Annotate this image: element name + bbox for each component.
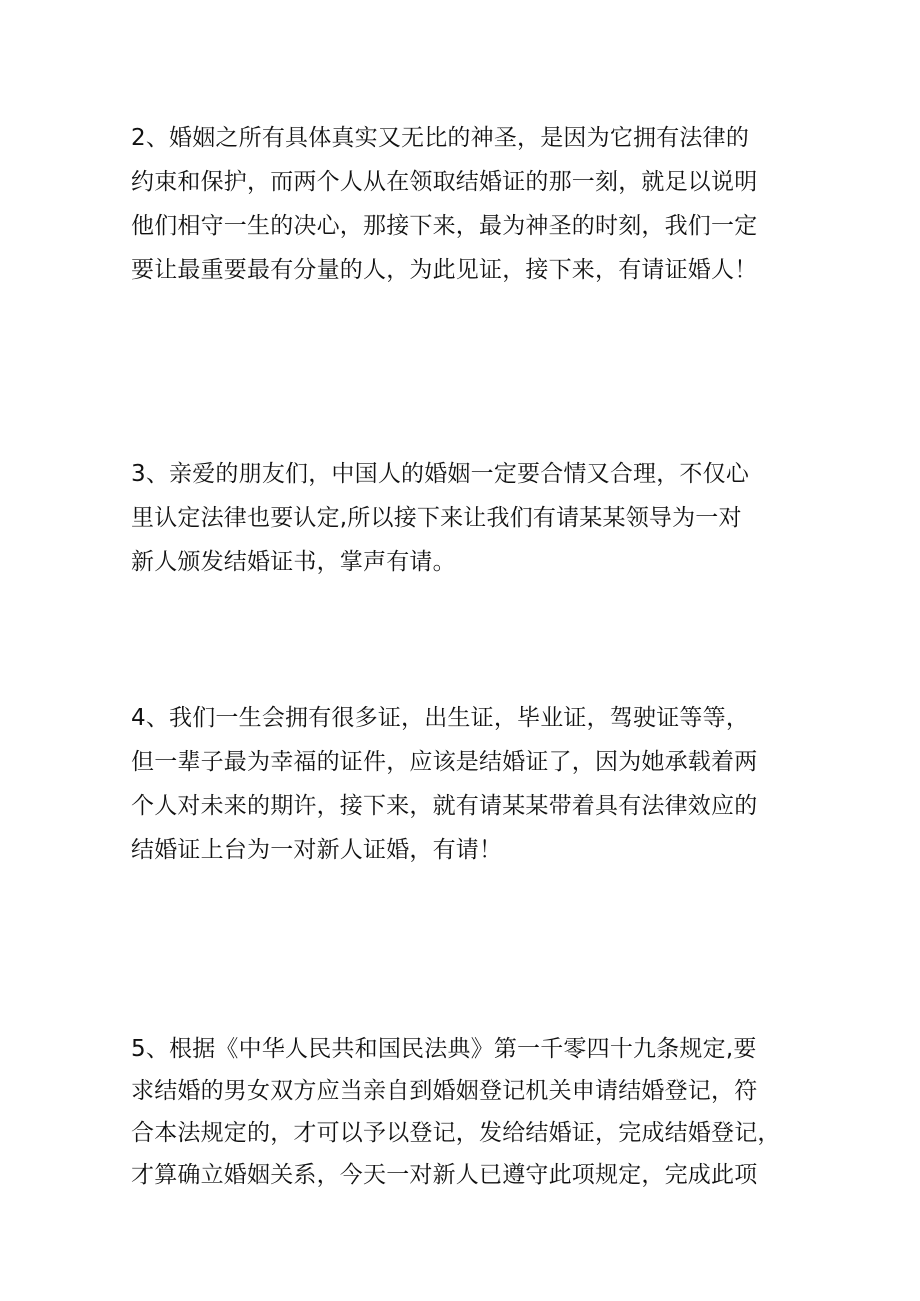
- text-line: 求结婚的男女双方应当亲自到婚姻登记机关申请结婚登记，符: [131, 1078, 758, 1104]
- text-line: 里认定法律也要认定,所以接下来让我们有请某某领导为一对: [131, 505, 742, 531]
- text-line: 2、婚姻之所有具体真实又无比的神圣，是因为它拥有法律的: [131, 125, 750, 151]
- text-line: 5、根据《中华人民共和国民法典》第一千零四十九条规定,要: [131, 1036, 757, 1062]
- paragraph-3: [131, 452, 811, 584]
- paragraph-2: [131, 116, 811, 292]
- text-line: 但一辈子最为幸福的证件，应该是结婚证了，因为她承载着两: [131, 749, 758, 775]
- text-line: 个人对未来的期许，接下来，就有请某某带着具有法律效应的: [131, 793, 758, 819]
- text-line: 约束和保护，而两个人从在领取结婚证的那一刻，就足以说明: [131, 169, 758, 195]
- text-line: 3、亲爱的朋友们，中国人的婚姻一定要合情又合理，不仅心: [131, 461, 750, 487]
- text-line: 新人颁发结婚证书，掌声有请。: [131, 549, 456, 575]
- text-line: 合本法规定的，才可以予以登记，发给结婚证，完成结婚登记，: [131, 1120, 781, 1146]
- paragraph-5: [131, 1028, 811, 1196]
- text-line: 他们相守一生的决心，那接下来，最为神圣的时刻，我们一定: [131, 213, 758, 239]
- text-line: 才算确立婚姻关系，今天一对新人已遵守此项规定，完成此项: [131, 1162, 758, 1188]
- paragraph-4: [131, 696, 811, 872]
- text-line: 4、我们一生会拥有很多证，出生证，毕业证，驾驶证等等，: [131, 705, 750, 731]
- text-line: 要让最重要最有分量的人，为此见证，接下来，有请证婚人！: [131, 257, 758, 283]
- text-line: 结婚证上台为一对新人证婚，有请！: [131, 837, 503, 863]
